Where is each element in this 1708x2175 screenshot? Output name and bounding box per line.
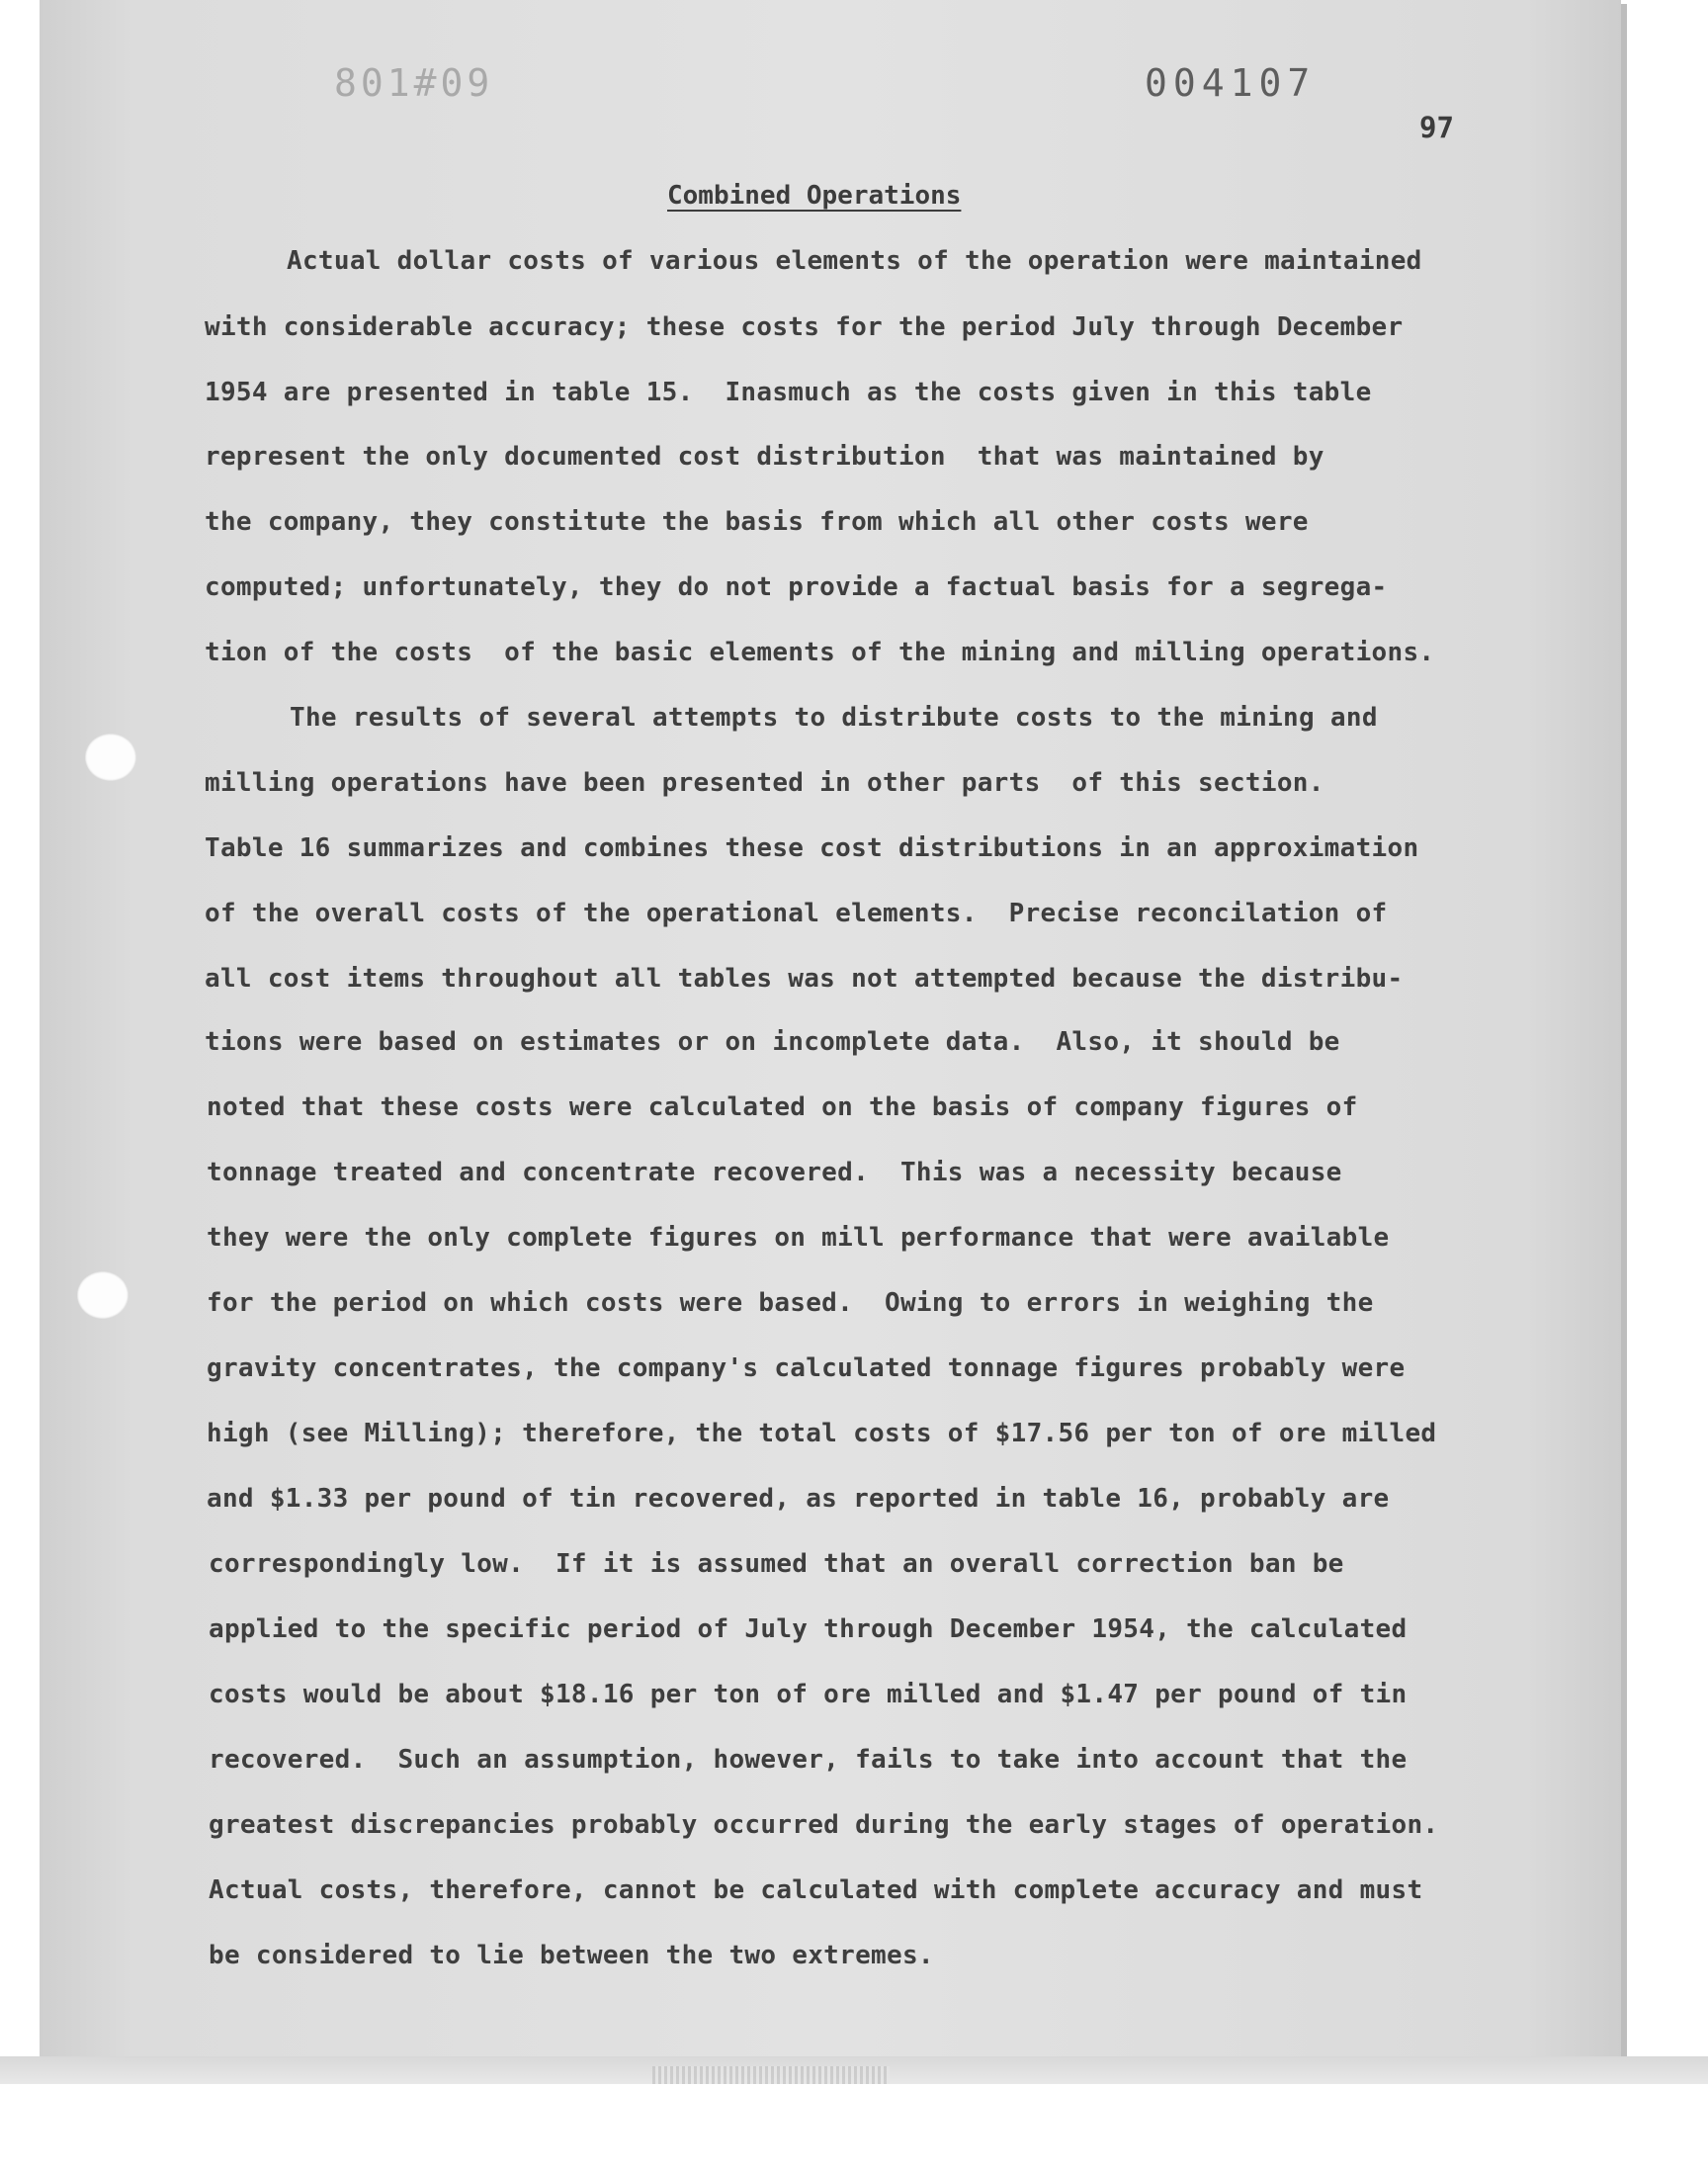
text-line: 1954 are presented in table 15. Inasmuch as the costs given in this table bbox=[205, 378, 1372, 407]
text-line: tions were based on estimates or on incomplete data. Also, it should be bbox=[205, 1027, 1340, 1057]
text-line: gravity concentrates, the company's calculated tonnage figures probably were bbox=[207, 1353, 1406, 1383]
text-line: The results of several attempts to distribute costs to the mining and bbox=[290, 703, 1378, 733]
text-line: milling operations have been presented in other parts of this section. bbox=[205, 768, 1324, 798]
text-line: the company, they constitute the basis from which all other costs were bbox=[205, 507, 1309, 537]
stamp-number-left: 801#09 bbox=[334, 61, 494, 105]
text-line: costs would be about $18.16 per ton of ore milled and $1.47 per pound of tin bbox=[209, 1680, 1408, 1709]
text-line: with considerable accuracy; these costs for the period July through December bbox=[205, 312, 1404, 342]
text-line: computed; unfortunately, they do not provide a factual basis for a segrega- bbox=[205, 572, 1388, 602]
text-line: Actual costs, therefore, cannot be calculated with complete accuracy and must bbox=[209, 1875, 1423, 1905]
stamp-number-right: 004107 bbox=[1145, 61, 1317, 105]
punch-hole-upper bbox=[85, 734, 136, 781]
punch-hole-lower bbox=[77, 1271, 128, 1319]
text-line: correspondingly low. If it is assumed that an overall correction ban be bbox=[209, 1549, 1344, 1579]
text-line: high (see Milling); therefore, the total costs of $17.56 per ton of ore milled bbox=[207, 1419, 1437, 1448]
text-line: Actual dollar costs of various elements of the operation were maintained bbox=[287, 246, 1422, 276]
text-line: greatest discrepancies probably occurred during the early stages of operation. bbox=[209, 1810, 1439, 1840]
text-line: for the period on which costs were based. Owing to errors in weighing the bbox=[207, 1288, 1374, 1318]
text-line: and $1.33 per pound of tin recovered, as reported in table 16, probably are bbox=[207, 1484, 1390, 1514]
text-line: tonnage treated and concentrate recovered. This was a necessity because bbox=[207, 1158, 1342, 1187]
section-heading: Combined Operations bbox=[667, 181, 962, 211]
text-line: applied to the specific period of July through December 1954, the calculated bbox=[209, 1614, 1408, 1644]
text-line: represent the only documented cost distribution that was maintained by bbox=[205, 442, 1324, 472]
scan-artifact-mark bbox=[652, 2066, 890, 2084]
text-line: be considered to lie between the two extremes. bbox=[209, 1941, 934, 1970]
text-line: Table 16 summarizes and combines these cost distributions in an approximation bbox=[205, 833, 1419, 863]
text-line: all cost items throughout all tables was not attempted because the distribu- bbox=[205, 964, 1404, 994]
text-line: tion of the costs of the basic elements of the mining and milling operations. bbox=[205, 638, 1435, 667]
text-line: noted that these costs were calculated on the basis of company figures of bbox=[207, 1092, 1358, 1122]
text-line: they were the only complete figures on mill performance that were available bbox=[207, 1223, 1390, 1253]
page-number: 97 bbox=[1419, 111, 1454, 144]
text-line: recovered. Such an assumption, however, fails to take into account that the bbox=[209, 1745, 1408, 1775]
text-line: of the overall costs of the operational elements. Precise reconcilation of bbox=[205, 899, 1388, 928]
